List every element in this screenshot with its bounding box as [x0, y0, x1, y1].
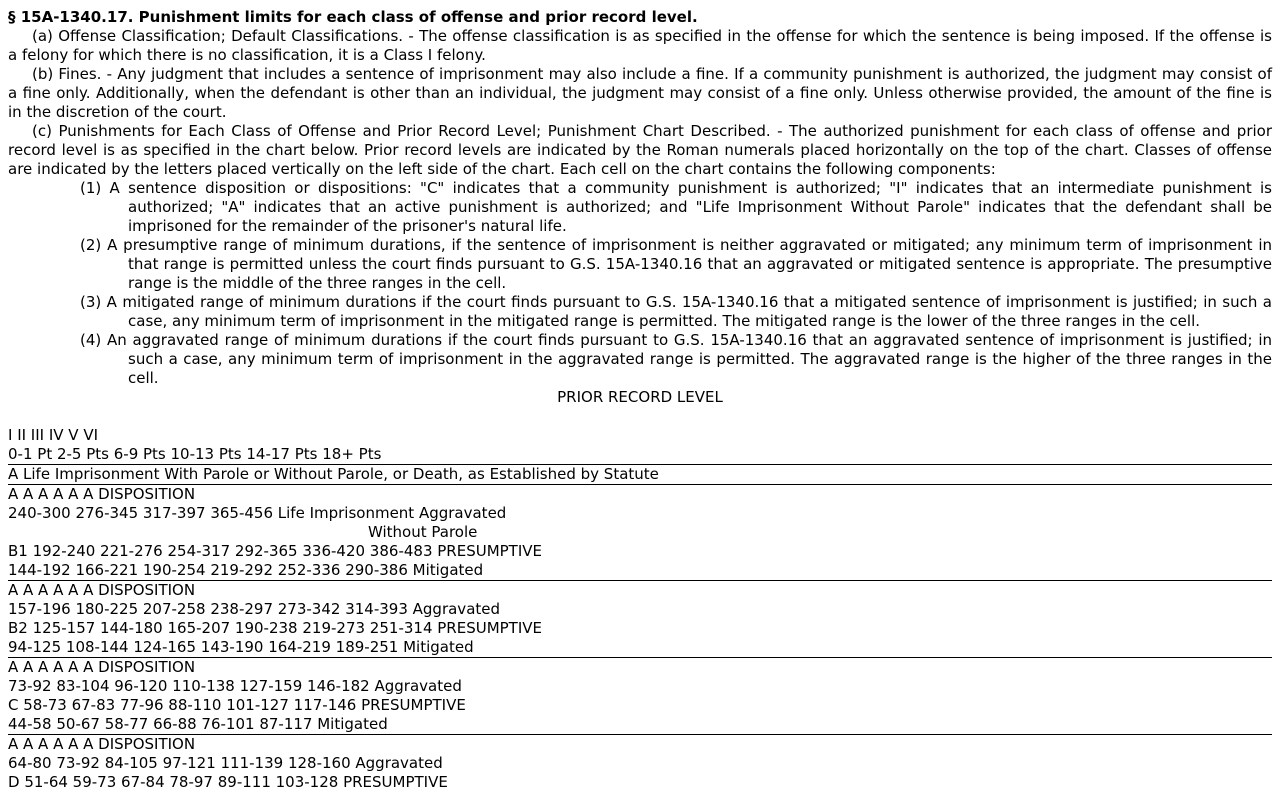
- component-item-2: (2) A presumptive range of minimum durations, if the sentence of imprisonment is neither aggravated or mitigated; any minimum term of imprisonment in that range is permitted unless the court finds pursuant to G.S. 15A-1340.16 that an aggravated or mitigated sentence is appropriate. The presumptive range is the middle of the three ranges in the cell.: [80, 236, 1272, 292]
- paragraph-b: (b) Fines. - Any judgment that includes a sentence of imprisonment may also include a fine. If a community punishment is authorized, the judgment may consist of a fine only. Additionally, when the defendant is other than an individual, the judgment may consist of a fine only. Unless otherwise provided, the amount of the fine is in the discretion of the court.: [8, 65, 1272, 121]
- chart-b2-mitigated-row: 94-125 108-144 124-165 143-190 164-219 189-251 Mitigated: [8, 638, 474, 656]
- chart-c-disposition-row: A A A A A A DISPOSITION: [8, 657, 1272, 677]
- chart-c-presumptive-row: C 58-73 67-83 77-96 88-110 101-127 117-146 PRESUMPTIVE: [8, 696, 466, 714]
- chart-b2-disposition-row: A A A A A A DISPOSITION: [8, 580, 1272, 600]
- chart-points-row: 0-1 Pt 2-5 Pts 6-9 Pts 10-13 Pts 14-17 Pts 18+ Pts: [8, 445, 382, 463]
- component-item-3: (3) A mitigated range of minimum durations if the court finds pursuant to G.S. 15A-1340.16 that a mitigated sentence of imprisonment is justified; in such a case, any minimum term of imprisonment in the mitigated range is permitted. The mitigated range is the lower of the three ranges in the cell.: [80, 293, 1272, 330]
- punishment-chart: [8, 426, 1272, 792]
- chart-d-disposition-row: A A A A A A DISPOSITION: [8, 734, 1272, 754]
- component-item-4: (4) An aggravated range of minimum durations if the court finds pursuant to G.S. 15A-1340.16 that an aggravated sentence of imprisonment is justified; in such a case, any minimum term of imprisonment in the aggravated range is permitted. The aggravated range is the higher of the three ranges in the cell.: [80, 331, 1272, 387]
- chart-d-presumptive-row: D 51-64 59-73 67-84 78-97 89-111 103-128 PRESUMPTIVE: [8, 773, 448, 791]
- chart-levels-row: I II III IV V VI: [8, 426, 99, 444]
- chart-b1-aggravated-row: 240-300 276-345 317-397 365-456 Life Imprisonment Aggravated: [8, 504, 507, 522]
- spacer: [8, 407, 1272, 426]
- chart-title: PRIOR RECORD LEVEL: [557, 388, 723, 406]
- chart-c-mitigated-row: 44-58 50-67 58-77 66-88 76-101 87-117 Mitigated: [8, 715, 388, 733]
- chart-b2-aggravated-row: 157-196 180-225 207-258 238-297 273-342 314-393 Aggravated: [8, 600, 501, 618]
- chart-c-aggravated-row: 73-92 83-104 96-120 110-138 127-159 146-182 Aggravated: [8, 677, 462, 695]
- paragraph-c: (c) Punishments for Each Class of Offense and Prior Record Level; Punishment Chart Described. - The authorized punishment for each class of offense and prior record level is as specified in the chart below. Prior record levels are indicated by the Roman numerals placed horizontally on the top of the chart. Classes of offense are indicated by the letters placed vertically on the left side of the chart. Each cell on the chart contains the following components:: [8, 122, 1272, 178]
- chart-b1-mitigated-row: 144-192 166-221 190-254 219-292 252-336 290-386 Mitigated: [8, 561, 484, 579]
- chart-b1-without-parole: Without Parole: [368, 523, 478, 541]
- component-item-1: (1) A sentence disposition or dispositions: "C" indicates that a community punishment is authorized; "I" indicates that an intermediate punishment is authorized; "A" indicates that an active punishment is authorized; and "Life Imprisonment Without Parole" indicates that the defendant shall be imprisoned for the remainder of the prisoner's natural life.: [80, 179, 1272, 235]
- chart-class-a-row: A Life Imprisonment With Parole or Without Parole, or Death, as Established by Statute: [8, 464, 1272, 484]
- chart-d-aggravated-row: 64-80 73-92 84-105 97-121 111-139 128-160 Aggravated: [8, 754, 443, 772]
- chart-b1-disposition-row: A A A A A A DISPOSITION: [8, 484, 1272, 504]
- chart-b2-presumptive-row: B2 125-157 144-180 165-207 190-238 219-273 251-314 PRESUMPTIVE: [8, 619, 543, 637]
- section-heading: § 15A-1340.17. Punishment limits for each class of offense and prior record level.: [8, 8, 698, 26]
- paragraph-a: (a) Offense Classification; Default Classifications. - The offense classification is as specified in the offense for which the sentence is being imposed. If the offense is a felony for which there is no classification, it is a Class I felony.: [8, 27, 1272, 64]
- chart-b1-presumptive-row: B1 192-240 221-276 254-317 292-365 336-420 386-483 PRESUMPTIVE: [8, 542, 543, 560]
